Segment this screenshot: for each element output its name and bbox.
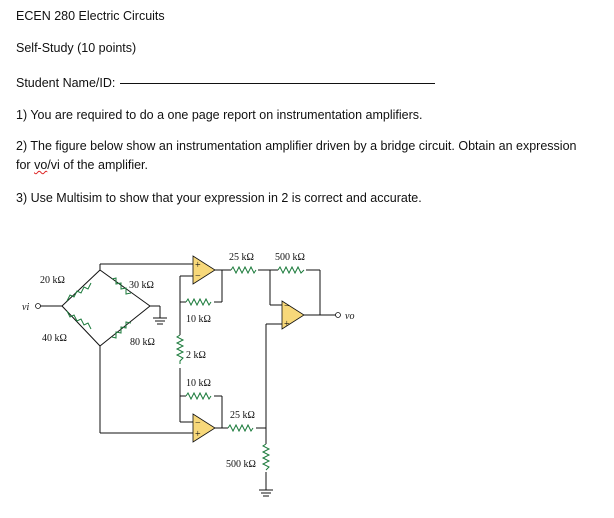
resistor-500k-ground (263, 444, 269, 470)
resistor-40k (67, 311, 91, 329)
question-1: 1) You are required to do a one page report on instrumentation amplifiers. (16, 108, 423, 122)
resistor-2k (177, 335, 183, 364)
course-title: ECEN 280 Electric Circuits (16, 9, 165, 23)
input-terminal (36, 304, 41, 309)
label-20k: 20 kΩ (40, 275, 65, 286)
output-terminal (336, 313, 341, 318)
question-3: 3) Use Multisim to show that your expression in 2 is correct and accurate. (16, 191, 422, 205)
label-30k: 30 kΩ (129, 280, 154, 291)
student-name-label: Student Name/ID: (16, 76, 116, 90)
resistor-25k-bottom (228, 425, 253, 431)
opamp-b-plus: + (195, 429, 201, 440)
opamp-diff-minus: − (284, 301, 290, 312)
label-25k-top: 25 kΩ (229, 252, 254, 263)
resistor-10k-top (186, 299, 211, 305)
input-label: vi (22, 302, 30, 313)
label-80k: 80 kΩ (130, 337, 155, 348)
label-500k-fb: 500 kΩ (275, 252, 305, 263)
output-label: vo (345, 311, 355, 322)
label-2k: 2 kΩ (186, 350, 206, 361)
resistors (67, 267, 304, 470)
opamp-b-minus: − (195, 418, 201, 429)
question-2-line-1: 2) The figure below show an instrumentation amplifier driven by a bridge circuit. Obtain an expression (16, 139, 577, 153)
resistor-500k-fb (278, 267, 304, 273)
opamp-a-plus: + (195, 260, 201, 271)
label-10k-top: 10 kΩ (186, 314, 211, 325)
resistor-10k-bottom (186, 393, 211, 399)
label-500k-ground: 500 kΩ (226, 459, 256, 470)
label-10k-bottom: 10 kΩ (186, 378, 211, 389)
opamp-a-minus: − (195, 271, 201, 282)
label-25k-bottom: 25 kΩ (230, 410, 255, 421)
resistor-25k-top (231, 267, 256, 273)
spellcheck-flagged-word: vo (34, 158, 48, 172)
q2-pre: for (16, 158, 35, 172)
resistor-80k (112, 322, 131, 338)
assignment-title: Self-Study (10 points) (16, 41, 137, 55)
opamp-diff-plus: + (284, 319, 290, 330)
label-40k: 40 kΩ (42, 333, 67, 344)
q2-post: /vi of the amplifier. (47, 158, 149, 172)
